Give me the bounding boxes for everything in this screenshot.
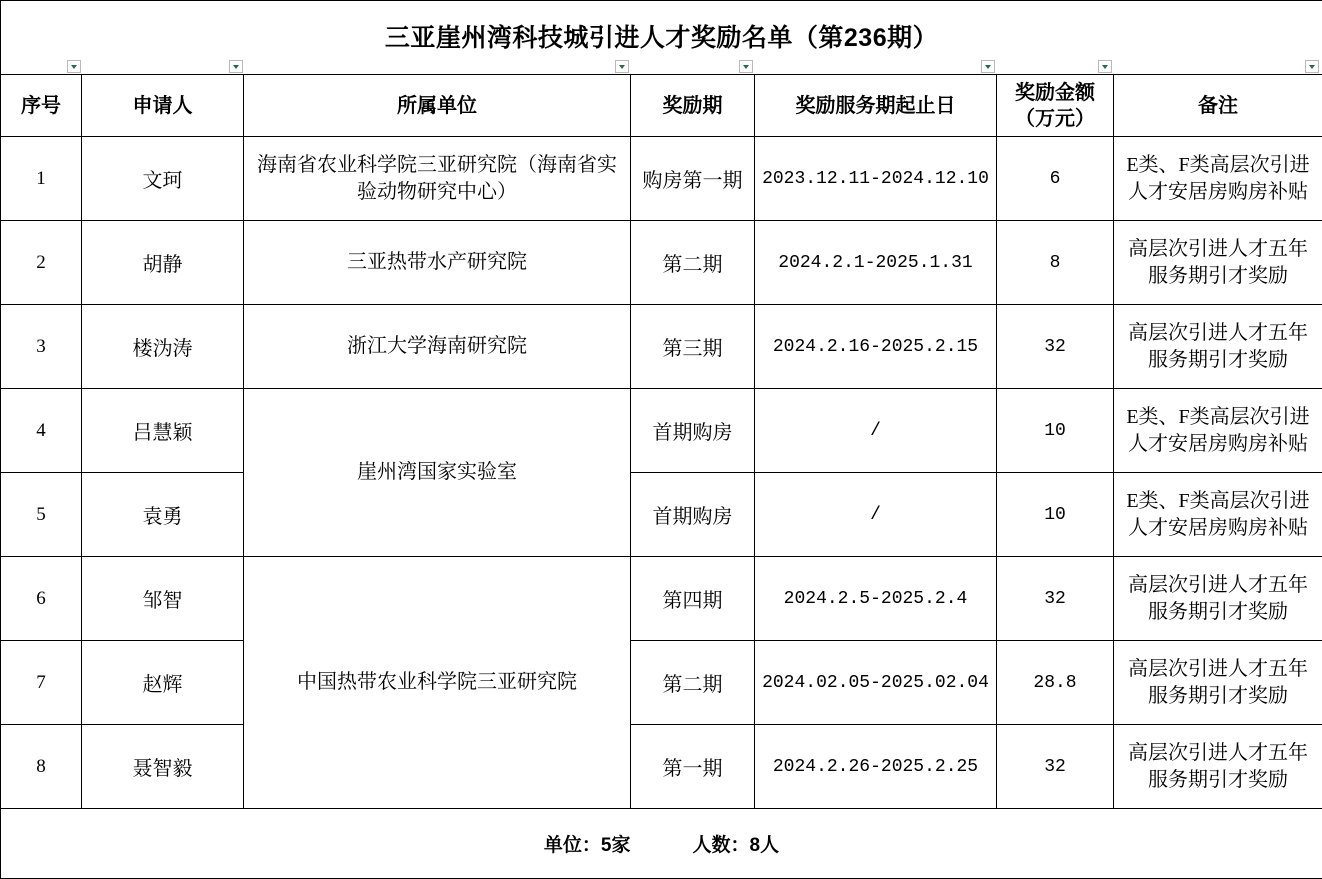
table-row — [1, 221, 1322, 305]
amount-cell[interactable]: 32 — [997, 557, 1114, 641]
header-applicant[interactable]: 申请人 — [82, 75, 244, 137]
header-seq[interactable]: 序号 — [1, 75, 82, 137]
title-row — [1, 1, 1322, 75]
filter-arrow-icon — [233, 65, 239, 69]
service-dates-cell[interactable]: 2024.2.16-2025.2.15 — [755, 305, 997, 389]
filter-button-service-dates[interactable] — [981, 60, 995, 73]
table-row — [1, 641, 1322, 725]
applicant-cell[interactable]: 吕慧颖 — [82, 389, 244, 473]
seq-cell[interactable]: 8 — [1, 725, 82, 809]
amount-cell[interactable]: 8 — [997, 221, 1114, 305]
header-unit[interactable]: 所属单位 — [244, 75, 631, 137]
filter-arrow-icon — [1102, 65, 1108, 69]
filter-button-remark[interactable] — [1305, 60, 1319, 73]
remark-cell[interactable]: 高层次引进人才五年服务期引才奖励 — [1114, 725, 1322, 809]
remark-cell[interactable]: 高层次引进人才五年服务期引才奖励 — [1114, 641, 1322, 725]
footer-row — [1, 809, 1322, 879]
filter-arrow-icon — [71, 65, 77, 69]
sheet-title: 三亚崖州湾科技城引进人才奖励名单（第236期） — [1, 1, 1322, 75]
remark-cell[interactable]: 高层次引进人才五年服务期引才奖励 — [1114, 305, 1322, 389]
header-period[interactable]: 奖励期 — [631, 75, 755, 137]
amount-cell[interactable]: 6 — [997, 137, 1114, 221]
applicant-cell[interactable]: 袁勇 — [82, 473, 244, 557]
filter-button-amount[interactable] — [1098, 60, 1112, 73]
filter-arrow-icon — [1309, 65, 1315, 69]
period-cell[interactable]: 首期购房 — [631, 389, 755, 473]
seq-cell[interactable]: 5 — [1, 473, 82, 557]
period-cell[interactable]: 第二期 — [631, 221, 755, 305]
period-cell[interactable]: 第三期 — [631, 305, 755, 389]
service-dates-cell[interactable]: 2023.12.11-2024.12.10 — [755, 137, 997, 221]
period-cell[interactable]: 第一期 — [631, 725, 755, 809]
header-amount-unit: （万元） — [1015, 107, 1095, 130]
table-row — [1, 557, 1322, 641]
service-dates-cell[interactable]: 2024.2.1-2025.1.31 — [755, 221, 997, 305]
unit-cell[interactable]: 浙江大学海南研究院 — [244, 305, 631, 389]
filter-button-applicant[interactable] — [229, 60, 243, 73]
period-cell[interactable]: 第四期 — [631, 557, 755, 641]
seq-cell[interactable]: 2 — [1, 221, 82, 305]
summary-cell[interactable] — [1, 809, 1322, 879]
service-dates-cell[interactable]: / — [755, 389, 997, 473]
amount-cell[interactable]: 10 — [997, 473, 1114, 557]
period-cell[interactable]: 首期购房 — [631, 473, 755, 557]
filter-button-unit[interactable] — [615, 60, 629, 73]
remark-cell[interactable]: E类、F类高层次引进人才安居房购房补贴 — [1114, 137, 1322, 221]
amount-cell[interactable]: 10 — [997, 389, 1114, 473]
seq-cell[interactable]: 4 — [1, 389, 82, 473]
amount-cell[interactable]: 32 — [997, 305, 1114, 389]
remark-cell[interactable]: E类、F类高层次引进人才安居房购房补贴 — [1114, 389, 1322, 473]
applicant-cell[interactable]: 楼沩涛 — [82, 305, 244, 389]
people-count: 人数：8人 — [692, 835, 780, 856]
filter-arrow-icon — [619, 65, 625, 69]
period-cell[interactable]: 第二期 — [631, 641, 755, 725]
applicant-cell[interactable]: 聂智毅 — [82, 725, 244, 809]
filter-button-period[interactable] — [739, 60, 753, 73]
amount-cell[interactable]: 28.8 — [997, 641, 1114, 725]
table-row — [1, 389, 1322, 473]
header-remark[interactable]: 备注 — [1114, 75, 1322, 137]
applicant-cell[interactable]: 邹智 — [82, 557, 244, 641]
service-dates-cell[interactable]: 2024.02.05-2025.02.04 — [755, 641, 997, 725]
remark-cell[interactable]: 高层次引进人才五年服务期引才奖励 — [1114, 557, 1322, 641]
applicant-cell[interactable]: 赵辉 — [82, 641, 244, 725]
table-row — [1, 725, 1322, 809]
unit-cell[interactable]: 三亚热带水产研究院 — [244, 221, 631, 305]
service-dates-cell[interactable]: / — [755, 473, 997, 557]
unit-cell[interactable]: 海南省农业科学院三亚研究院（海南省实验动物研究中心） — [244, 137, 631, 221]
table-row — [1, 473, 1322, 557]
amount-cell[interactable]: 32 — [997, 725, 1114, 809]
remark-cell[interactable]: 高层次引进人才五年服务期引才奖励 — [1114, 221, 1322, 305]
seq-cell[interactable]: 7 — [1, 641, 82, 725]
service-dates-cell[interactable]: 2024.2.5-2025.2.4 — [755, 557, 997, 641]
unit-cell-merged[interactable]: 崖州湾国家实验室 — [244, 389, 631, 557]
table-row — [1, 137, 1322, 221]
period-cell[interactable]: 购房第一期 — [631, 137, 755, 221]
header-amount[interactable] — [997, 75, 1114, 137]
filter-arrow-icon — [743, 65, 749, 69]
header-row — [1, 75, 1322, 137]
seq-cell[interactable]: 1 — [1, 137, 82, 221]
header-amount-label: 奖励金额 — [1015, 81, 1095, 104]
filter-arrow-icon — [985, 65, 991, 69]
unit-cell-merged[interactable]: 中国热带农业科学院三亚研究院 — [244, 557, 631, 809]
applicant-cell[interactable]: 文珂 — [82, 137, 244, 221]
header-service-dates[interactable]: 奖励服务期起止日 — [755, 75, 997, 137]
seq-cell[interactable]: 6 — [1, 557, 82, 641]
filter-button-seq[interactable] — [67, 60, 81, 73]
unit-count: 单位：5家 — [543, 835, 631, 856]
table-row — [1, 305, 1322, 389]
service-dates-cell[interactable]: 2024.2.26-2025.2.25 — [755, 725, 997, 809]
applicant-cell[interactable]: 胡静 — [82, 221, 244, 305]
remark-cell[interactable]: E类、F类高层次引进人才安居房购房补贴 — [1114, 473, 1322, 557]
seq-cell[interactable]: 3 — [1, 305, 82, 389]
